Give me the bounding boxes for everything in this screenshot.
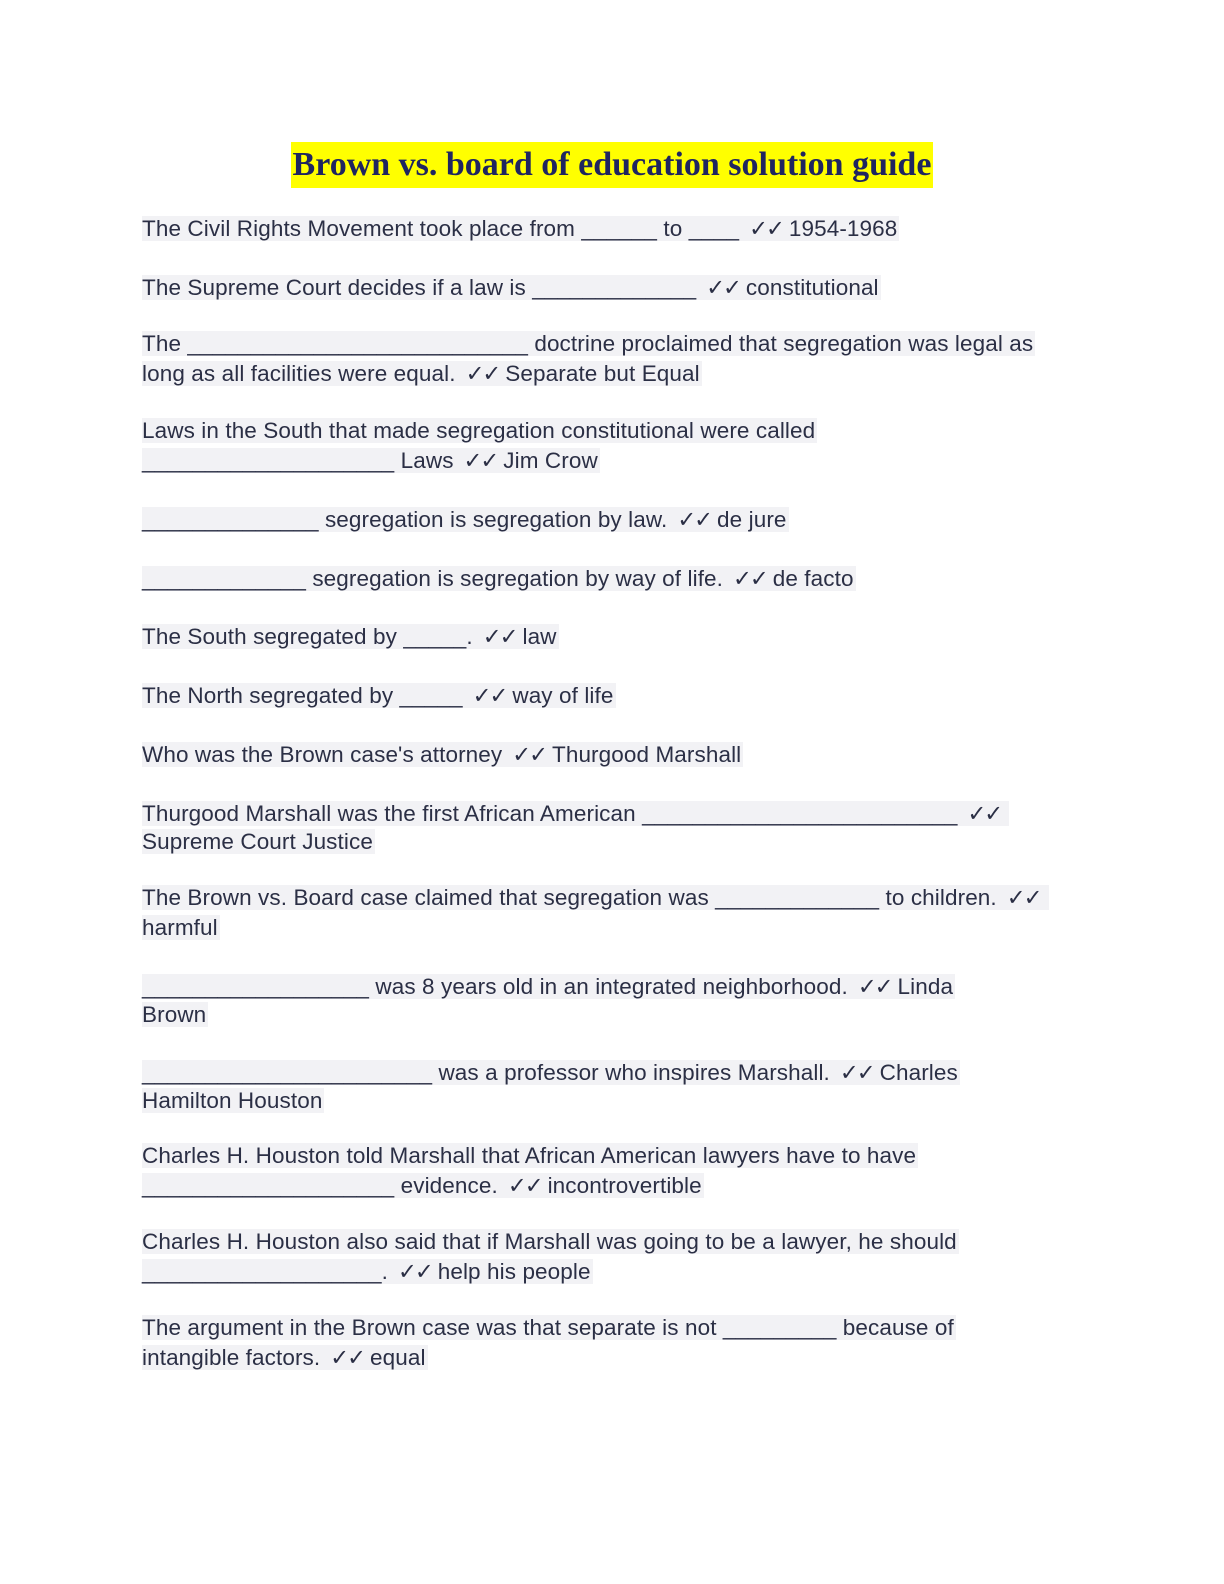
answer-text: harmful xyxy=(142,915,218,940)
question-text: The Supreme Court decides if a law is _____________ xyxy=(142,275,697,300)
question-text: The argument in the Brown case was that separate is not _________ because of intangible factors. xyxy=(142,1315,954,1370)
list-item xyxy=(142,800,1072,856)
answer-text: way of life xyxy=(512,683,614,708)
question-text: _______________________ was a professor who inspires Marshall. xyxy=(142,1060,830,1085)
answer-text: help his people xyxy=(437,1259,591,1284)
check-icon: ✓✓ xyxy=(472,683,507,709)
question-text: The Civil Rights Movement took place from ______ to ____ xyxy=(142,216,740,241)
answer-text: 1954-1968 xyxy=(788,216,898,241)
answer-text: incontrovertible xyxy=(547,1173,702,1198)
check-icon: ✓✓ xyxy=(330,1345,364,1371)
list-item xyxy=(142,973,1012,1029)
question-text: _____________ segregation is segregation by way of life. xyxy=(142,566,724,591)
answer-text: constitutional xyxy=(745,275,879,300)
list-item xyxy=(142,622,1072,652)
check-icon: ✓✓ xyxy=(463,448,498,474)
answer-text: Charles Hamilton Houston xyxy=(142,1060,958,1113)
list-item xyxy=(142,416,892,476)
check-icon: ✓✓ xyxy=(465,361,500,387)
list-item xyxy=(142,273,1072,303)
question-text: Charles H. Houston told Marshall that African American lawyers have to have ____________________ evidence. xyxy=(142,1143,917,1198)
answer-text: Separate but Equal xyxy=(505,361,700,386)
question-text: Thurgood Marshall was the first African American _________________________ xyxy=(142,801,958,826)
check-icon: ✓✓ xyxy=(749,216,783,242)
list-item xyxy=(142,505,1072,535)
answer-text: de facto xyxy=(772,566,854,591)
check-icon: ✓✓ xyxy=(677,507,712,533)
answer-text: equal xyxy=(369,1345,426,1370)
list-item xyxy=(142,1141,982,1201)
answer-text: de jure xyxy=(717,507,787,532)
check-icon: ✓✓ xyxy=(706,275,740,301)
list-item xyxy=(142,329,1072,389)
list-item xyxy=(142,883,1072,943)
list-item xyxy=(142,681,1072,711)
check-icon: ✓✓ xyxy=(1006,885,1041,911)
answer-text: law xyxy=(522,624,557,649)
answer-text: Thurgood Marshall xyxy=(551,742,742,767)
question-text: Charles H. Houston also said that if Marshall was going to be a lawyer, he should ___________________. xyxy=(142,1229,957,1284)
check-icon: ✓✓ xyxy=(733,566,767,592)
check-icon: ✓✓ xyxy=(857,974,892,1000)
answer-text: Linda Brown xyxy=(142,974,954,1027)
answer-text: Jim Crow xyxy=(503,448,598,473)
check-icon: ✓✓ xyxy=(507,1173,542,1199)
question-text: The North segregated by _____ xyxy=(142,683,463,708)
question-text: Who was the Brown case's attorney xyxy=(142,742,503,767)
check-icon: ✓✓ xyxy=(512,742,546,768)
question-text: The Brown vs. Board case claimed that segregation was _____________ to children. xyxy=(142,885,997,910)
question-text: ______________ segregation is segregation by law. xyxy=(142,507,668,532)
answer-text: Supreme Court Justice xyxy=(142,829,373,854)
question-text: The South segregated by _____. xyxy=(142,624,473,649)
check-icon: ✓✓ xyxy=(839,1060,874,1086)
check-icon: ✓✓ xyxy=(967,801,1002,827)
question-text: Laws in the South that made segregation constitutional were called ____________________ Laws xyxy=(142,418,816,473)
list-item xyxy=(142,1313,1012,1373)
list-item xyxy=(142,740,1072,770)
question-text: The ___________________________ doctrine proclaimed that segregation was legal as long as all facilities were equal. xyxy=(142,331,1034,386)
check-icon: ✓✓ xyxy=(398,1259,432,1285)
page-title-text: Brown vs. board of education solution guide xyxy=(291,142,934,188)
list-item xyxy=(142,1227,1012,1287)
list-item xyxy=(142,564,1072,594)
list-item xyxy=(142,1059,1012,1115)
list-item xyxy=(142,214,1072,244)
check-icon: ✓✓ xyxy=(482,624,517,650)
question-text: __________________ was 8 years old in an integrated neighborhood. xyxy=(142,974,848,999)
